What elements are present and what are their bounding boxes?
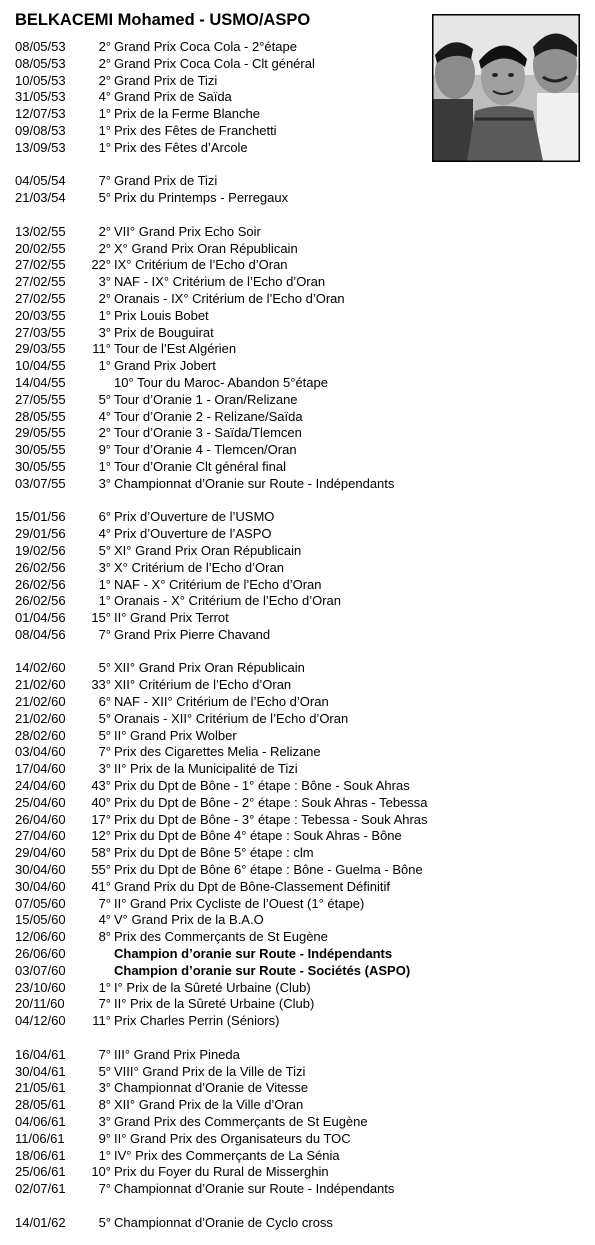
- result-event: Tour d’Oranie 1 - Oran/Relizane: [114, 391, 298, 407]
- result-date: 28/02/60: [15, 727, 66, 743]
- result-place: 2°: [98, 55, 111, 71]
- result-place: 5°: [98, 391, 111, 407]
- result-event: Prix du Dpt de Bône 6° étape : Bône - Guelma - Bône: [114, 862, 423, 878]
- result-date: 27/04/60: [15, 828, 66, 844]
- result-event: Championnat d’Oranie sur Route - Indépendants: [114, 1181, 395, 1197]
- result-place: 6°: [98, 509, 111, 525]
- result-event: X° Grand Prix Oran Républicain: [114, 240, 298, 256]
- result-event: IV° Prix des Commerçants de La Sénia: [114, 1147, 340, 1163]
- result-event: Grand Prix du Dpt de Bône-Classement Définitif: [114, 878, 391, 894]
- result-date: 21/03/54: [15, 190, 66, 206]
- photo-illustration: [433, 15, 579, 161]
- result-place: 40°: [91, 794, 111, 810]
- result-place: 7°: [98, 626, 111, 642]
- result-place: 1°: [98, 979, 111, 995]
- result-date: 21/02/60: [15, 677, 66, 693]
- result-event: I° Prix de la Sûreté Urbaine (Club): [114, 979, 311, 995]
- result-place: 58°: [91, 845, 111, 861]
- result-place: 15°: [91, 610, 111, 626]
- result-event: Oranais - IX° Critérium de l’Echo d’Oran: [114, 290, 345, 306]
- result-date: 10/04/55: [15, 358, 66, 374]
- result-place: 2°: [98, 240, 111, 256]
- result-date: 09/08/53: [15, 122, 66, 138]
- result-date: 08/05/53: [15, 55, 66, 71]
- result-event: Tour d’Oranie 3 - Saïda/Tlemcen: [114, 425, 302, 441]
- result-date: 20/11/60: [15, 996, 65, 1012]
- result-event: Oranais - X° Critérium de l’Echo d’Oran: [114, 593, 341, 609]
- result-event: Champion d’oranie sur Route - Indépendants: [114, 946, 393, 962]
- result-date: 30/05/55: [15, 458, 66, 474]
- result-date: 27/03/55: [15, 324, 66, 340]
- result-event: Prix d’Ouverture de l’ASPO: [114, 526, 272, 542]
- result-place: 12°: [91, 828, 111, 844]
- result-event: Prix des Fêtes d’Arcole: [114, 139, 248, 155]
- result-place: 2°: [98, 72, 111, 88]
- result-date: 25/06/61: [15, 1164, 66, 1180]
- result-place: 22°: [91, 257, 111, 273]
- result-date: 16/04/61: [15, 1046, 66, 1062]
- result-place: 7°: [98, 895, 111, 911]
- result-place: 5°: [98, 1214, 111, 1230]
- result-date: 04/12/60: [15, 1013, 66, 1029]
- result-event: Prix Louis Bobet: [114, 307, 209, 323]
- result-place: 11°: [92, 1013, 111, 1029]
- result-event: II° Grand Prix Cycliste de l’Ouest (1° étape): [114, 895, 365, 911]
- result-date: 26/02/56: [15, 559, 66, 575]
- result-place: 7°: [98, 1046, 111, 1062]
- result-place: 5°: [98, 660, 111, 676]
- result-place: 7°: [98, 1181, 111, 1197]
- result-date: 29/04/60: [15, 845, 66, 861]
- result-date: 26/04/60: [15, 811, 66, 827]
- result-event: Grand Prix Coca Cola - Clt général: [114, 55, 315, 71]
- result-event: III° Grand Prix Pineda: [114, 1046, 240, 1062]
- result-place: 5°: [98, 710, 111, 726]
- result-event: Champion d’oranie sur Route - Sociétés (ASPO): [114, 962, 411, 978]
- result-date: 21/02/60: [15, 694, 66, 710]
- result-date: 30/04/60: [15, 862, 66, 878]
- result-event: Championnat d’Oranie de Cyclo cross: [114, 1214, 333, 1230]
- result-place: 3°: [98, 1080, 111, 1096]
- result-event: Prix du Foyer du Rural de Misserghin: [114, 1164, 329, 1180]
- result-date: 24/04/60: [15, 778, 66, 794]
- result-place: 7°: [98, 744, 111, 760]
- result-event: 10° Tour du Maroc- Abandon 5°étape: [114, 374, 328, 390]
- result-place: 3°: [98, 761, 111, 777]
- result-event: XII° Critérium de l’Echo d’Oran: [114, 677, 292, 693]
- result-date: 04/05/54: [15, 173, 66, 189]
- result-event: II° Prix de la Municipalité de Tizi: [114, 761, 298, 777]
- result-date: 25/04/60: [15, 794, 66, 810]
- result-place: 1°: [98, 458, 111, 474]
- result-event: Prix de Bouguirat: [114, 324, 214, 340]
- result-date: 30/04/60: [15, 878, 66, 894]
- result-event: Championnat d’Oranie sur Route - Indépendants: [114, 475, 395, 491]
- result-place: 7°: [98, 996, 111, 1012]
- result-date: 30/05/55: [15, 442, 66, 458]
- result-event: II° Grand Prix Wolber: [114, 727, 237, 743]
- result-event: Prix du Dpt de Bône - 2° étape : Souk Ahras - Tebessa: [114, 794, 428, 810]
- result-event: NAF - IX° Critérium de l’Echo d’Oran: [114, 274, 326, 290]
- result-place: 1°: [98, 139, 111, 155]
- result-date: 21/02/60: [15, 710, 66, 726]
- result-date: 03/07/55: [15, 475, 66, 491]
- result-event: II° Grand Prix Terrot: [114, 610, 229, 626]
- result-event: Tour d’Oranie Clt général final: [114, 458, 286, 474]
- result-date: 03/07/60: [15, 962, 66, 978]
- result-event: Grand Prix Pierre Chavand: [114, 626, 271, 642]
- result-event: Prix des Commerçants de St Eugène: [114, 929, 328, 945]
- result-place: 8°: [98, 929, 111, 945]
- result-place: 1°: [98, 358, 111, 374]
- result-date: 21/05/61: [15, 1080, 66, 1096]
- result-date: 12/06/60: [15, 929, 66, 945]
- result-date: 11/06/61: [15, 1130, 65, 1146]
- result-event: Prix d’Ouverture de l’USMO: [114, 509, 275, 525]
- result-date: 15/01/56: [15, 509, 66, 525]
- result-place: 6°: [98, 694, 111, 710]
- result-date: 26/06/60: [15, 946, 66, 962]
- result-place: 4°: [98, 912, 111, 928]
- result-date: 28/05/61: [15, 1097, 66, 1113]
- result-event: NAF - XII° Critérium de l’Echo d’Oran: [114, 694, 329, 710]
- result-date: 12/07/53: [15, 106, 66, 122]
- result-date: 15/05/60: [15, 912, 66, 928]
- result-place: 4°: [98, 408, 111, 424]
- result-date: 19/02/56: [15, 542, 66, 558]
- result-place: 5°: [98, 542, 111, 558]
- result-event: II° Grand Prix des Organisateurs du TOC: [114, 1130, 351, 1146]
- result-event: Prix de la Ferme Blanche: [114, 106, 260, 122]
- result-place: 1°: [98, 106, 111, 122]
- result-event: Tour de l’Est Algérien: [114, 341, 237, 357]
- result-event: XI° Grand Prix Oran Républicain: [114, 542, 302, 558]
- result-place: 33°: [91, 677, 111, 693]
- result-event: XII° Grand Prix Oran Républicain: [114, 660, 305, 676]
- result-place: 8°: [98, 1097, 111, 1113]
- result-place: 43°: [91, 778, 111, 794]
- result-place: 3°: [98, 475, 111, 491]
- result-date: 29/01/56: [15, 526, 66, 542]
- result-place: 1°: [98, 593, 111, 609]
- result-date: 27/05/55: [15, 391, 66, 407]
- result-date: 23/10/60: [15, 979, 66, 995]
- result-event: Grand Prix Jobert: [114, 358, 216, 374]
- result-date: 28/05/55: [15, 408, 66, 424]
- result-place: 2°: [98, 290, 111, 306]
- result-date: 14/02/60: [15, 660, 66, 676]
- result-date: 29/05/55: [15, 425, 66, 441]
- result-event: Prix du Dpt de Bône 5° étape : clm: [114, 845, 314, 861]
- result-event: II° Prix de la Sûreté Urbaine (Club): [114, 996, 315, 1012]
- result-place: 5°: [98, 190, 111, 206]
- result-date: 14/01/62: [15, 1214, 66, 1230]
- result-place: 3°: [98, 274, 111, 290]
- result-date: 18/06/61: [15, 1147, 66, 1163]
- result-date: 26/02/56: [15, 576, 66, 592]
- result-date: 14/04/55: [15, 374, 66, 390]
- result-event: NAF - X° Critérium de l’Echo d’Oran: [114, 576, 322, 592]
- result-event: Prix du Dpt de Bône - 1° étape : Bône - Souk Ahras: [114, 778, 410, 794]
- result-date: 29/03/55: [15, 341, 66, 357]
- result-place: 2°: [98, 39, 111, 54]
- result-place: 41°: [91, 878, 111, 894]
- result-event: Prix des Cigarettes Melia - Relizane: [114, 744, 321, 760]
- result-place: 11°: [92, 341, 111, 357]
- result-date: 26/02/56: [15, 593, 66, 609]
- result-date: 08/05/53: [15, 39, 66, 54]
- result-place: 17°: [91, 811, 111, 827]
- result-date: 01/04/56: [15, 610, 66, 626]
- result-place: 9°: [98, 442, 111, 458]
- result-date: 30/04/61: [15, 1063, 66, 1079]
- result-event: Prix des Fêtes de Franchetti: [114, 122, 277, 138]
- result-event: Prix Charles Perrin (Séniors): [114, 1013, 280, 1029]
- result-event: VII° Grand Prix Echo Soir: [114, 223, 261, 239]
- result-event: Tour d’Oranie 4 - Tlemcen/Oran: [114, 442, 297, 458]
- result-date: 02/07/61: [15, 1181, 66, 1197]
- result-place: 55°: [91, 862, 111, 878]
- result-date: 13/02/55: [15, 223, 66, 239]
- result-date: 20/03/55: [15, 307, 66, 323]
- result-place: 3°: [98, 559, 111, 575]
- result-place: 4°: [98, 89, 111, 105]
- page-title: BELKACEMI Mohamed - USMO/ASPO: [15, 11, 311, 29]
- cyclist-photo: [432, 14, 580, 162]
- result-place: 7°: [98, 173, 111, 189]
- result-event: IX° Critérium de l’Echo d’Oran: [114, 257, 288, 273]
- result-event: Oranais - XII° Critérium de l’Echo d’Oran: [114, 710, 349, 726]
- result-event: Grand Prix des Commerçants de St Eugène: [114, 1114, 368, 1129]
- result-date: 10/05/53: [15, 72, 66, 88]
- result-date: 04/06/61: [15, 1114, 66, 1129]
- result-event: VIII° Grand Prix de la Ville de Tizi: [114, 1063, 306, 1079]
- result-date: 27/02/55: [15, 257, 66, 273]
- result-place: 1°: [98, 1147, 111, 1163]
- result-event: Championnat d’Oranie de Vitesse: [114, 1080, 309, 1096]
- result-event: Prix du Dpt de Bône 4° étape : Souk Ahras - Bône: [114, 828, 402, 844]
- result-date: 13/09/53: [15, 139, 66, 155]
- result-place: 2°: [98, 425, 111, 441]
- result-event: Grand Prix de Tizi: [114, 72, 218, 88]
- result-date: 20/02/55: [15, 240, 66, 256]
- result-place: 4°: [98, 526, 111, 542]
- result-event: Grand Prix de Tizi: [114, 173, 218, 189]
- result-event: V° Grand Prix de la B.A.O: [114, 912, 264, 928]
- result-date: 17/04/60: [15, 761, 66, 777]
- result-date: 07/05/60: [15, 895, 66, 911]
- result-event: Prix du Printemps - Perregaux: [114, 190, 289, 206]
- result-event: Grand Prix de Saïda: [114, 89, 232, 105]
- result-place: 2°: [98, 223, 111, 239]
- result-place: 1°: [98, 122, 111, 138]
- result-date: 31/05/53: [15, 89, 66, 105]
- result-place: 3°: [98, 1114, 111, 1129]
- result-date: 27/02/55: [15, 274, 66, 290]
- result-event: Prix du Dpt de Bône - 3° étape : Tebessa - Souk Ahras: [114, 811, 428, 827]
- result-event: Grand Prix Coca Cola - 2°étape: [114, 39, 297, 54]
- result-date: 08/04/56: [15, 626, 66, 642]
- result-place: 3°: [98, 324, 111, 340]
- result-place: 1°: [98, 307, 111, 323]
- result-date: 03/04/60: [15, 744, 66, 760]
- result-place: 5°: [98, 1063, 111, 1079]
- result-place: 5°: [98, 727, 111, 743]
- result-event: X° Critérium de l’Echo d’Oran: [114, 559, 284, 575]
- result-event: XII° Grand Prix de la Ville d’Oran: [114, 1097, 304, 1113]
- result-place: 9°: [98, 1130, 111, 1146]
- result-place: 1°: [98, 576, 111, 592]
- result-date: 27/02/55: [15, 290, 66, 306]
- result-place: 10°: [91, 1164, 111, 1180]
- result-event: Tour d’Oranie 2 - Relizane/Saïda: [114, 408, 303, 424]
